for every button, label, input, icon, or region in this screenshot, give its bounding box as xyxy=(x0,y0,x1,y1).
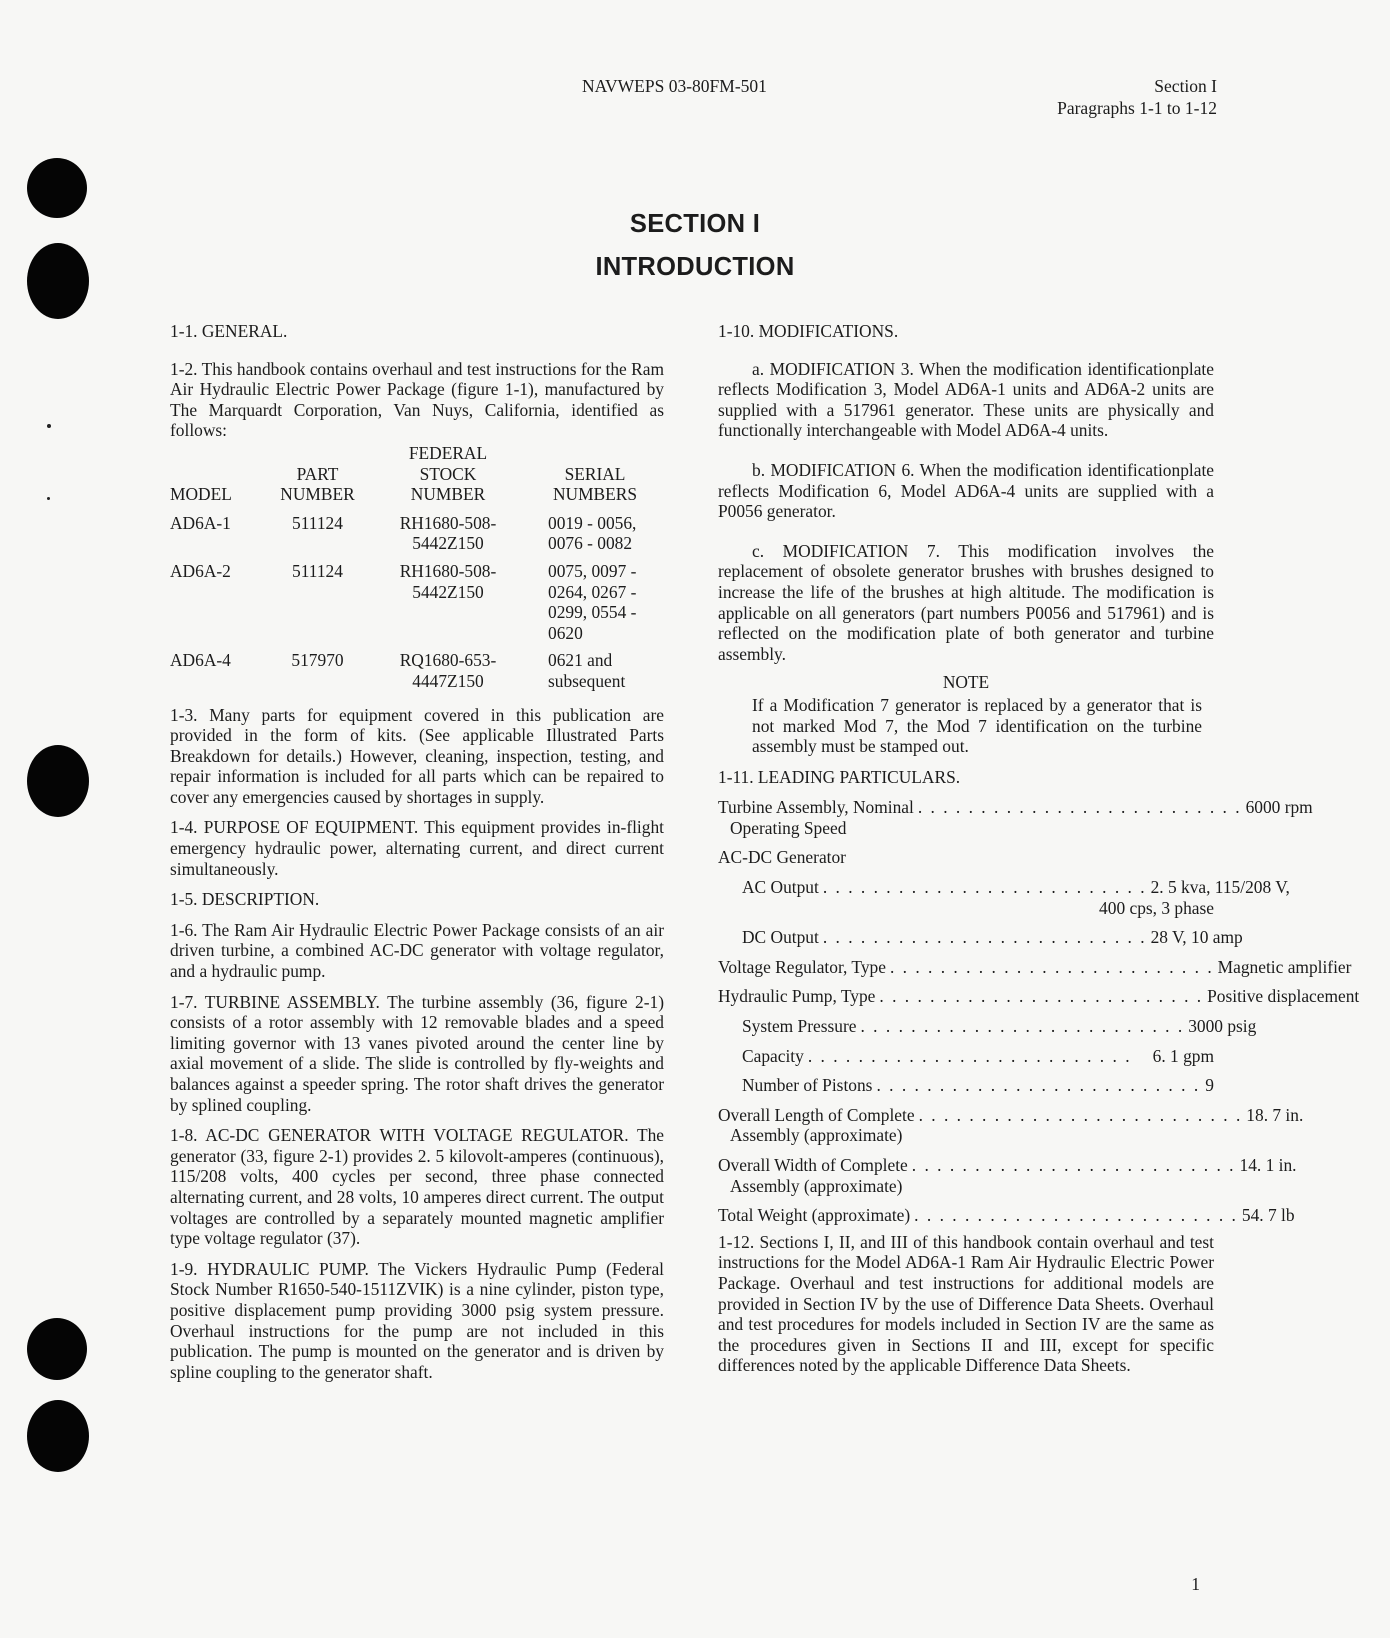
section-title: SECTION I xyxy=(629,210,761,238)
section-subtitle: INTRODUCTION xyxy=(595,253,795,281)
particular-turbine: Turbine Assembly, Nominal . . . . . . . . . . . . . . . . . . . . . . . . . . 6000 rpm Operating Speed xyxy=(718,797,1313,838)
left-column xyxy=(170,321,664,1382)
col-header-serial: SERIAL NUMBERS xyxy=(552,463,638,505)
section-label: Section I xyxy=(1154,76,1217,96)
binder-hole xyxy=(27,1400,89,1472)
particular-system-pressure: System Pressure . . . . . . . . . . . . . . . . . . . . . . . . . . 3000 psig xyxy=(742,1016,1257,1037)
para-1-8: 1-8. AC-DC GENERATOR WITH VOLTAGE REGULATOR. The generator (33, figure 2-1) provides 2. 5 kilovolt-amperes (continuous), 115/208 volts, 400 cycles per second, three phase connected alternating current, and 28 volts, 10 amperes direct current. The output voltages are controlled by a separately mounted magnetic amplifier type voltage regulator (37). xyxy=(170,1125,664,1249)
leading-particulars-list xyxy=(718,797,1360,1226)
particular-hydraulic-pump: Hydraulic Pump, Type . . . . . . . . . . . . . . . . . . . . . . . . . . Positive displacement xyxy=(718,986,1360,1007)
para-modifications-heading: 1-10. MODIFICATIONS. xyxy=(718,321,899,341)
para-1-7: 1-7. TURBINE ASSEMBLY. The turbine assembly (36, figure 2-1) consists of a rotor assembly with 12 removable blades and a speed limiting governor with 13 vanes pivoted around the center line by axial movement of a slide. The slide is controlled by fly-weights and balances against a speeder spring. The rotor shaft drives the generator by splined coupling. xyxy=(170,991,664,1115)
particular-dc-output: DC Output . . . . . . . . . . . . . . . . . . . . . . . . . . 28 V, 10 amp xyxy=(742,927,1243,948)
particular-voltage-regulator: Voltage Regulator, Type . . . . . . . . . . . . . . . . . . . . . . . . . . Magnetic amplifier xyxy=(718,956,1352,977)
margin-mark xyxy=(47,424,51,428)
binder-hole xyxy=(27,745,89,817)
particular-length: Overall Length of Complete . . . . . . . . . . . . . . . . . . . . . . . . . . 18. 7 in. Assembly (approximate) xyxy=(718,1104,1304,1146)
binder-hole xyxy=(27,1318,87,1380)
particular-weight: Total Weight (approximate) . . . . . . . . . . . . . . . . . . . . . . . . . . 54. 7 lb xyxy=(718,1205,1295,1226)
margin-mark xyxy=(47,497,50,500)
para-general-heading: 1-1. GENERAL. xyxy=(170,321,288,341)
para-1-3: 1-3. Many parts for equipment covered in this publication are provided in the form of kits. (See applicable Illustrated Parts Breakdown for details.) However, cleaning, inspection, testing, and repair information is included for all parts which can be repaired to cover any emergencies caused by shortages in supply. xyxy=(170,704,664,807)
para-1-9: 1-9. HYDRAULIC PUMP. The Vickers Hydraulic Pump (Federal Stock Number R1650-540-1511ZVIK) is a nine cylinder, piston type, positive displacement pump providing 3000 psig system pressure. Overhaul instructions for the pump are not included in this publication. The pump is mounted on the generator and is driven by spline coupling to the generator shaft. xyxy=(170,1258,664,1382)
section-reference xyxy=(1057,75,1217,119)
mod-b: b. MODIFICATION 6. When the modification identificationplate reflects Modification 6, Model AD6A-4 units are supplied with a P0056 generator. xyxy=(718,459,1214,522)
publication-number: NAVWEPS 03-80FM-501 xyxy=(582,76,767,96)
para-1-2: 1-2. This handbook contains overhaul and test instructions for the Ram Air Hydraulic Electric Power Package (figure 1-1), manufactured by The Marquardt Corporation, Van Nuys, California, identified as follows: xyxy=(170,358,664,441)
note-title: NOTE xyxy=(942,672,990,693)
right-column xyxy=(718,321,1360,1376)
para-1-4: 1-4. PURPOSE OF EQUIPMENT. This equipment provides in-flight emergency hydraulic power, alternating current, and direct current simultaneously. xyxy=(170,817,664,879)
table-row: AD6A-2 511124 RH1680-508- 5442Z150 0075, 0097 - 0264, 0267 - 0299, 0554 - 0620 xyxy=(170,560,637,643)
mod-a: a. MODIFICATION 3. When the modification identificationplate reflects Modification 3, Model AD6A-1 units and AD6A-2 units are supplied with a 517961 generator. These units are physically and functionally interchangeable with Model AD6A-4 units. xyxy=(718,358,1214,441)
particular-ac-output: AC Output . . . . . . . . . . . . . . . . . . . . . . . . . . 2. 5 kva, 115/208 V, 400 cps, 3 phase xyxy=(742,877,1290,918)
col-header-part: PART NUMBER xyxy=(280,463,355,505)
mod-c: c. MODIFICATION 7. This modification involves the replacement of obsolete generator brushes with brushes designed to increase the life of the brushes at high altitude. The modification is applicable on all generators (part numbers P0056 and 517961) and is reflected on the modification plate of both generator and turbine assembly. xyxy=(718,540,1214,664)
paragraph-range: Paragraphs 1-1 to 1-12 xyxy=(1057,98,1217,118)
note-body: If a Modification 7 generator is replaced by a generator that is not marked Mod 7, the Mod 7 identification on the turbine assembly must be stamped out. xyxy=(752,694,1202,757)
para-description-heading: 1-5. DESCRIPTION. xyxy=(170,889,320,910)
para-1-12: 1-12. Sections I, II, and III of this handbook contain overhaul and test instructions for the Model AD6A-1 Ram Air Hydraulic Electric Power Package. Overhaul and test instructions for additional models are provided in Section IV by the use of Difference Data Sheets. Overhaul and test procedures for models included in Section IV are the same as the procedures given in Sections II and III, except for specific differences noted by the applicable Difference Data Sheets. xyxy=(718,1231,1214,1376)
particular-width: Overall Width of Complete . . . . . . . . . . . . . . . . . . . . . . . . . . 14. 1 in. Assembly (approximate) xyxy=(718,1155,1297,1196)
binder-hole xyxy=(27,158,87,218)
particular-capacity: Capacity . . . . . . . . . . . . . . . . . . . . . . . . . . 6. 1 gpm xyxy=(742,1045,1214,1066)
col-header-model: MODEL xyxy=(170,484,232,505)
page-number: 1 xyxy=(1191,1574,1200,1594)
table-row: AD6A-1 511124 RH1680-508- 5442Z150 0019 - 0056, 0076 - 0082 xyxy=(170,512,637,554)
particular-pistons: Number of Pistons . . . . . . . . . . . . . . . . . . . . . . . . . . 9 xyxy=(742,1075,1214,1096)
table-header-row xyxy=(170,443,664,505)
particular-generator: AC-DC Generator xyxy=(718,847,846,868)
para-1-6: 1-6. The Ram Air Hydraulic Electric Power Package consists of an air driven turbine, a combined AC-DC generator with voltage regulator, and a hydraulic pump. xyxy=(170,919,664,982)
model-table xyxy=(170,443,664,699)
table-row: AD6A-4 517970 RQ1680-653- 4447Z150 0621 and subsequent xyxy=(170,650,626,691)
col-header-fsn: FEDERAL STOCK NUMBER xyxy=(408,442,488,505)
para-leading-particulars-heading: 1-11. LEADING PARTICULARS. xyxy=(718,766,961,787)
